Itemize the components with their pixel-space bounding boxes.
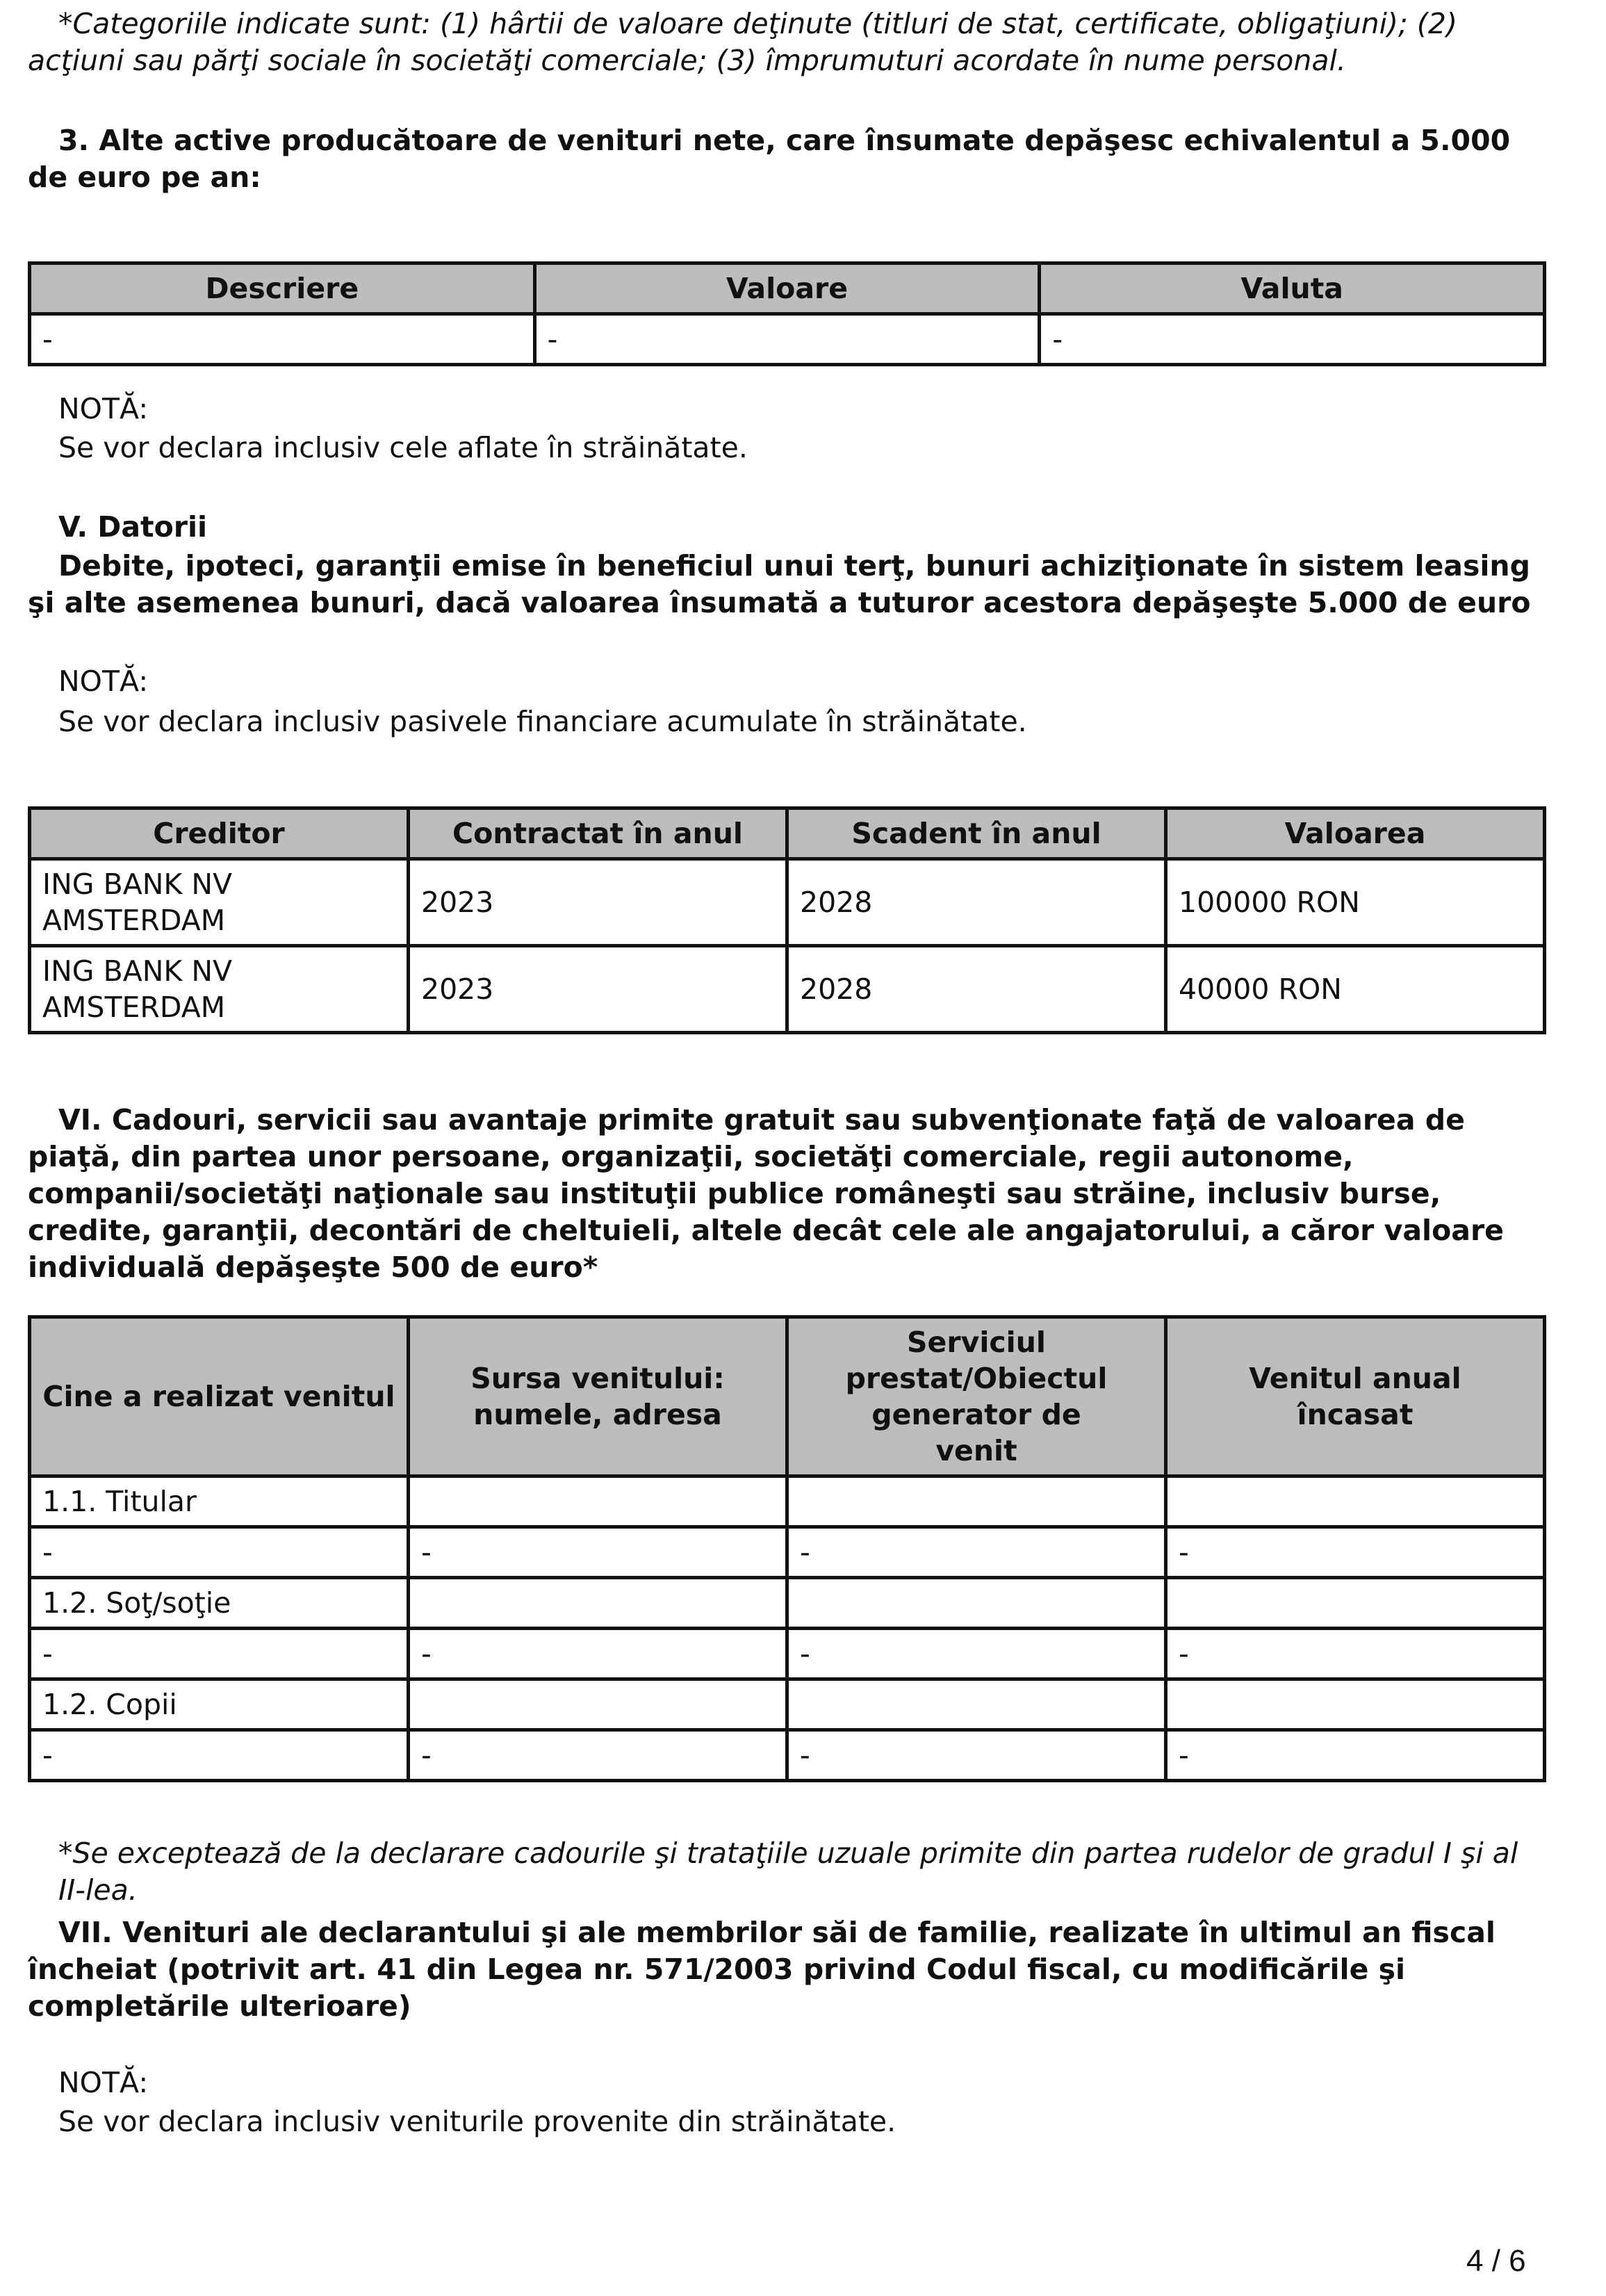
table-cell: 100000 RON: [1166, 859, 1545, 946]
table-cell: -: [30, 1527, 409, 1578]
table-row: [30, 1629, 1545, 1679]
column-header: Contractat în anul: [409, 808, 787, 859]
nota-text: Se vor declara inclusiv veniturile provenite din străinătate.: [58, 2105, 896, 2138]
nota-text: Se vor declara inclusiv pasivele financiare acumulate în străinătate.: [58, 705, 1027, 738]
table-cell: [1166, 1476, 1545, 1527]
table-cell: -: [534, 314, 1040, 365]
nota-text: Se vor declara inclusiv cele aflate în străinătate.: [58, 431, 748, 464]
table-cell: -: [30, 1629, 409, 1679]
column-header: Valoare: [534, 263, 1040, 314]
table-row: [30, 1527, 1545, 1578]
table-cell: [787, 1679, 1166, 1730]
column-header: Creditor: [30, 808, 409, 859]
table-cell: -: [787, 1527, 1166, 1578]
table-cell: [1166, 1679, 1545, 1730]
table-cell: 2028: [787, 859, 1166, 946]
table-row: [30, 314, 1545, 365]
table-header-row: [30, 263, 1545, 314]
table-cell: [409, 1476, 787, 1527]
table-row: [30, 859, 1545, 946]
table-cell: [787, 1578, 1166, 1629]
column-header: Cine a realizat venitul: [30, 1317, 409, 1476]
table-header-row: [30, 1317, 1545, 1476]
creditor-cell: ING BANK NV AMSTERDAM: [30, 859, 409, 946]
table-cell: -: [409, 1527, 787, 1578]
column-header: Sursa venitului: numele, adresa: [409, 1317, 787, 1476]
table-cell: -: [409, 1629, 787, 1679]
gifts-table: [28, 1315, 1546, 1782]
column-header: Serviciul prestat/Obiectul generator de venit: [787, 1317, 1166, 1476]
table-row: [30, 1730, 1545, 1781]
section-5-subtitle: Debite, ipoteci, garanţii emise în beneficiul unui terţ, bunuri achiziţionate în sistem leasing şi alte asemenea bunuri, dacă valoarea însumată a tuturor acestora depăşeşte 5.000 de euro: [28, 549, 1531, 619]
table-cell: 2023: [409, 946, 787, 1033]
table-row: [30, 1578, 1545, 1629]
table-cell: [409, 1679, 787, 1730]
column-header: Scadent în anul: [787, 808, 1166, 859]
table-cell: -: [30, 314, 535, 365]
page-number: 4 / 6: [1466, 2244, 1526, 2278]
debts-table: [28, 806, 1546, 1034]
table-cell: [409, 1578, 787, 1629]
section-6-title: VI. Cadouri, servicii sau avantaje primite gratuit sau subvenţionate faţă de valoarea de piaţă, din partea unor persoane, organizaţii, societăţi comerciale, regii autonome, companii/societăţi naţionale sau instituţii publice româneşti sau străine, inclusiv burse, credite, garanţii, decontări de cheltuieli, altele decât cele ale angajatorului, a căror valoare individuală depăşeşte 500 de euro*: [28, 1103, 1504, 1284]
gifts-footnote: *Se exceptează de la declarare cadourile şi trataţiile uzuale primite din partea rudelor de gradul I şi al II-lea.: [58, 1837, 1518, 1907]
column-header: Valoarea: [1166, 808, 1545, 859]
nota-label: NOTĂ:: [58, 2066, 149, 2099]
table-cell: -: [1166, 1527, 1545, 1578]
table-cell: [787, 1476, 1166, 1527]
section-5-title: V. Datorii: [58, 510, 208, 544]
table-cell: 1.2. Copii: [30, 1679, 409, 1730]
table-cell: 1.1. Titular: [30, 1476, 409, 1527]
column-header: Venitul anual încasat: [1166, 1317, 1545, 1476]
table-cell: [1166, 1578, 1545, 1629]
table-cell: 2023: [409, 859, 787, 946]
table-header-row: [30, 808, 1545, 859]
nota-label: NOTĂ:: [58, 665, 149, 698]
table-cell: -: [1166, 1629, 1545, 1679]
table-cell: 40000 RON: [1166, 946, 1545, 1033]
table-cell: -: [409, 1730, 787, 1781]
table-cell: -: [1166, 1730, 1545, 1781]
table-row: [30, 1679, 1545, 1730]
table-cell: -: [787, 1629, 1166, 1679]
column-header: Valuta: [1040, 263, 1545, 314]
creditor-cell: ING BANK NV AMSTERDAM: [30, 946, 409, 1033]
nota-label: NOTĂ:: [58, 392, 149, 425]
table-cell: -: [787, 1730, 1166, 1781]
table-cell: -: [1040, 314, 1545, 365]
table-cell: -: [30, 1730, 409, 1781]
table-cell: 2028: [787, 946, 1166, 1033]
table-cell: 1.2. Soţ/soţie: [30, 1578, 409, 1629]
section-3-title: 3. Alte active producătoare de venituri nete, care însumate depăşesc echivalentul a 5.000 de euro pe an:: [28, 124, 1511, 194]
intro-footnote: *Categoriile indicate sunt: (1) hârtii de valoare deţinute (titluri de stat, certificate, obligaţiuni); (2) acţiuni sau părţi sociale în societăţi comerciale; (3) împrumuturi acordate în nume personal.: [28, 7, 1457, 77]
column-header: Descriere: [30, 263, 535, 314]
table-row: [30, 946, 1545, 1033]
table-row: [30, 1476, 1545, 1527]
section-7-title: VII. Venituri ale declarantului şi ale membrilor săi de familie, realizate în ultimul an fiscal încheiat (potrivit art. 41 din Legea nr. 571/2003 privind Codul fiscal, cu modificările şi completările ulterioare): [28, 1916, 1496, 2023]
other-assets-table: [28, 261, 1546, 366]
